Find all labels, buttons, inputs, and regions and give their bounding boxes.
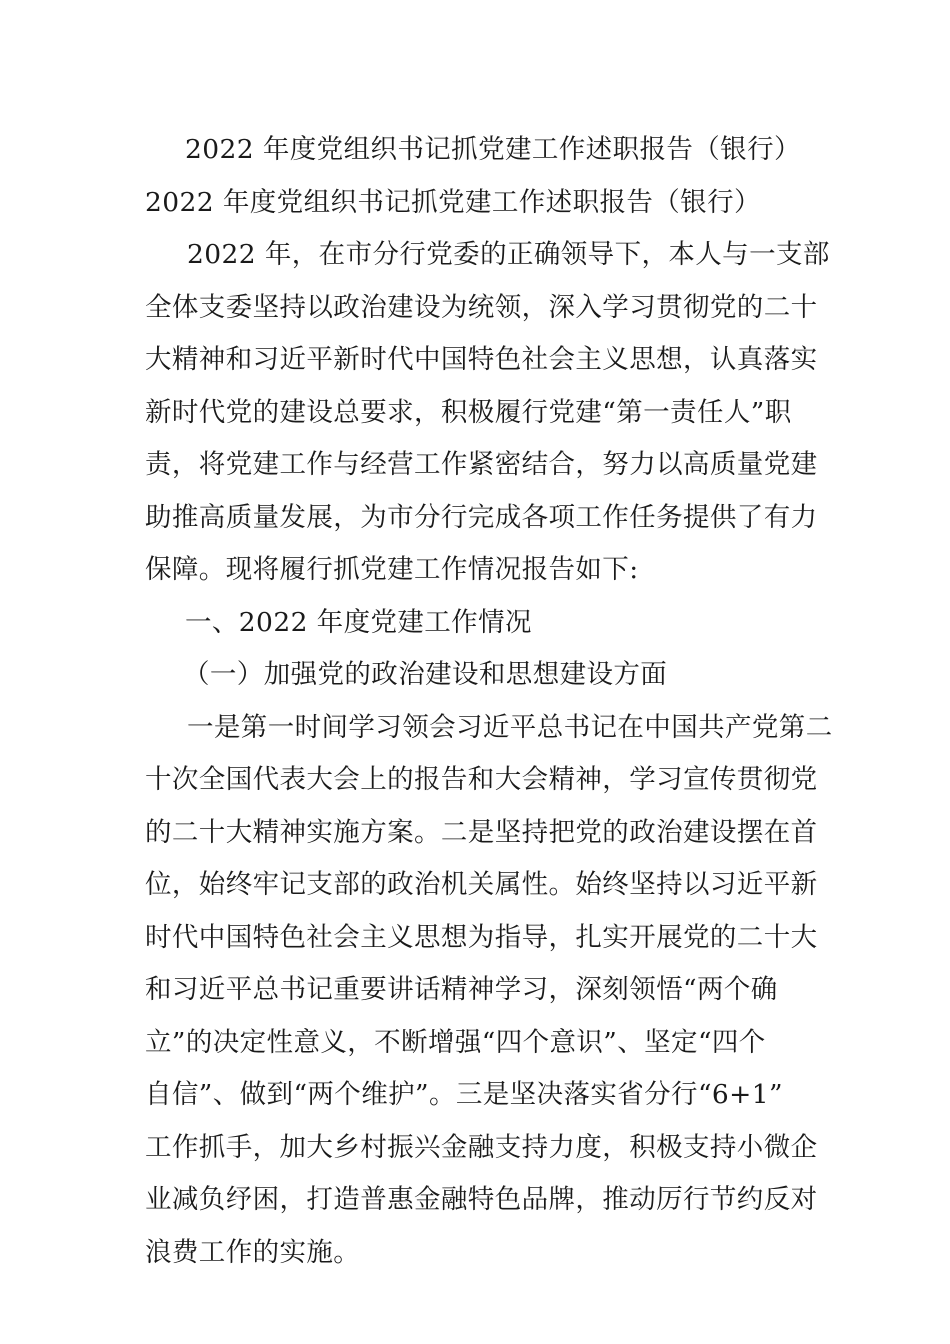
paragraph-line: 保障。现将履行抓党建工作情况报告如下: bbox=[145, 554, 639, 585]
paragraph-line: 时代中国特色社会主义思想为指导，扎实开展党的二十大 bbox=[145, 921, 818, 953]
document-title: 2022 年度党组织书记抓党建工作述职报告（银行） bbox=[185, 134, 801, 165]
document-body bbox=[145, 124, 833, 1279]
body-paragraph bbox=[145, 702, 833, 1280]
document-subtitle: 2022 年度党组织书记抓党建工作述职报告（银行） bbox=[145, 186, 761, 218]
paragraph-line: 立”的决定性意义，不断增强“四个意识”、坚定“四个 bbox=[145, 1026, 766, 1058]
paragraph-line: 2022 年，在市分行党委的正确领导下，本人与一支部 bbox=[187, 239, 830, 270]
paragraph-line: 和习近平总书记重要讲话精神学习，深刻领悟“两个确 bbox=[145, 974, 778, 1005]
paragraph-line: 责，将党建工作与经营工作紧密结合，努力以高质量党建 bbox=[145, 449, 818, 480]
paragraph-line: 十次全国代表大会上的报告和大会精神，学习宣传贯彻党 bbox=[145, 764, 818, 795]
paragraph-line: 大精神和习近平新时代中国特色社会主义思想，认真落实 bbox=[145, 344, 818, 375]
paragraph-line: 新时代党的建设总要求，积极履行党建“第一责任人”职 bbox=[145, 396, 792, 428]
paragraph-line: 位，始终牢记支部的政治机关属性。始终坚持以习近平新 bbox=[145, 869, 818, 900]
paragraph-line: 助推高质量发展，为市分行完成各项工作任务提供了有力 bbox=[145, 501, 818, 533]
paragraph-line: 的二十大精神实施方案。二是坚持把党的政治建设摆在首 bbox=[145, 816, 818, 848]
paragraph-line: 全体支委坚持以政治建设为统领，深入学习贯彻党的二十 bbox=[145, 291, 818, 323]
section-heading: 一、2022 年度党建工作情况 bbox=[185, 606, 532, 638]
intro-paragraph bbox=[145, 229, 830, 597]
paragraph-line: 浪费工作的实施。 bbox=[145, 1236, 361, 1268]
paragraph-line: 一是第一时间学习领会习近平总书记在中国共产党第二 bbox=[187, 711, 833, 743]
paragraph-line: 自信”、做到“两个维护”。三是坚决落实省分行“6+1” bbox=[145, 1079, 783, 1110]
paragraph-line: 工作抓手，加大乡村振兴金融支持力度，积极支持小微企 bbox=[145, 1131, 818, 1163]
paragraph-line: 业减负纾困，打造普惠金融特色品牌，推动厉行节约反对 bbox=[145, 1184, 818, 1215]
subsection-heading: （一）加强党的政治建设和思想建设方面 bbox=[183, 659, 668, 690]
